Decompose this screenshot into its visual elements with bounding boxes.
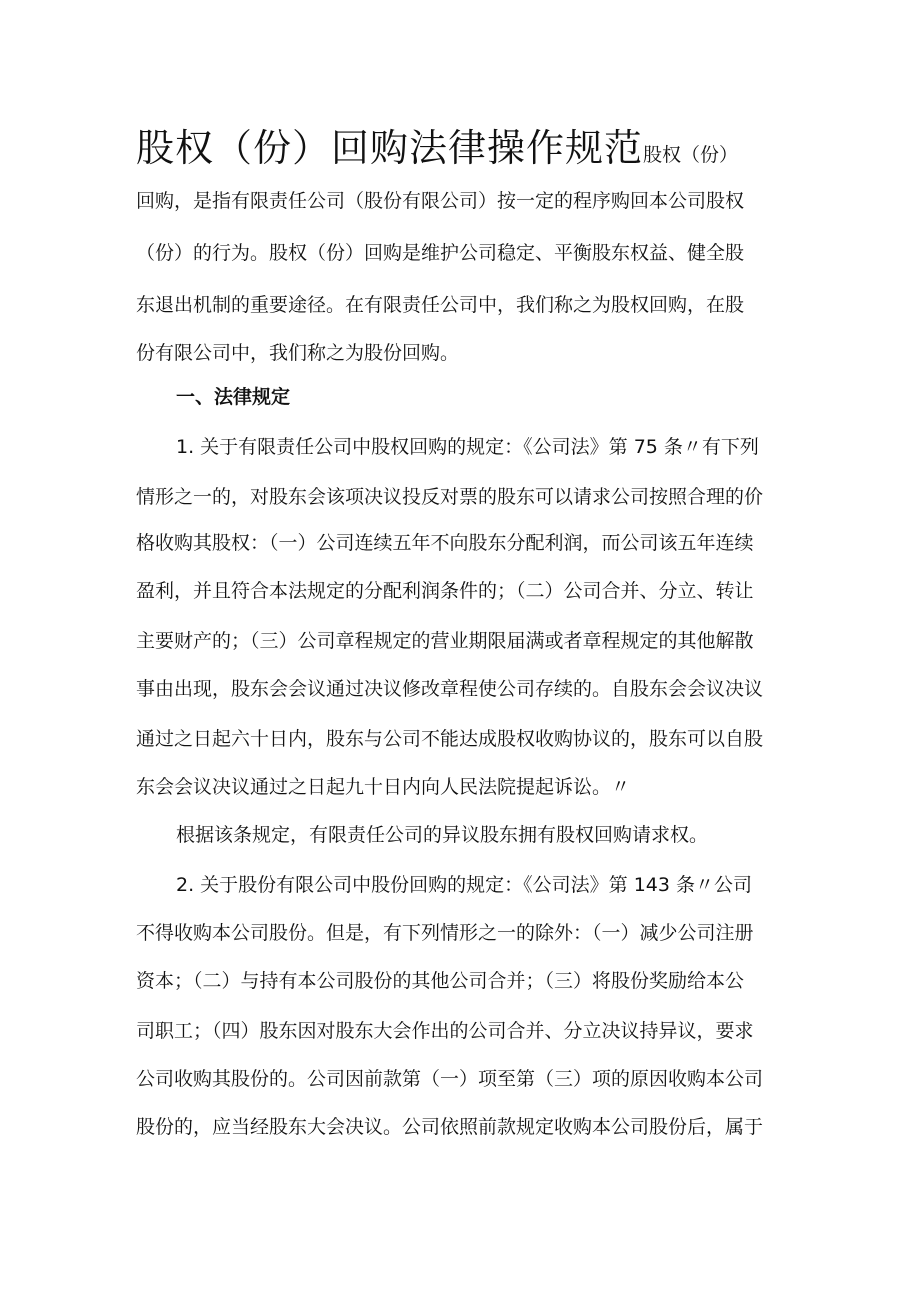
article2-line-2: 不得收购本公司股份。但是，有下列情形之一的除外：（一）减少公司注册: [136, 922, 754, 944]
article2-line-5: 公司收购其股份的。公司因前款第（一）项至第（三）项的原因收购本公司: [136, 1068, 764, 1090]
article1-line-6: 事由出现，股东会会议通过决议修改章程使公司存续的。自股东会会议决议: [136, 678, 764, 700]
article1-line-2: 情形之一的，对股东会该项决议投反对票的股东可以请求公司按照合理的价: [136, 486, 764, 508]
article1-line-3: 格收购其股权：（一）公司连续五年不向股东分配利润，而公司该五年连续: [136, 532, 754, 554]
article1-line-4: 盈利，并且符合本法规定的分配利润条件的；（二）公司合并、分立、转让: [136, 580, 754, 602]
section-heading: 一、法律规定: [176, 386, 291, 408]
article1-line-5: 主要财产的；（三）公司章程规定的营业期限届满或者章程规定的其他解散: [136, 630, 754, 652]
article2-line-1: 2. 关于股份有限公司中股份回购的规定：《公司法》第 143 条〃公司: [176, 874, 753, 896]
intro-line-4: 东退出机制的重要途径。在有限责任公司中，我们称之为股权回购，在股: [136, 294, 745, 316]
document-title: 股权（份）回购法律操作规范: [136, 126, 644, 170]
article1-note: 根据该条规定，有限责任公司的异议股东拥有股权回购请求权。: [176, 824, 709, 846]
intro-line-3: （份）的行为。股权（份）回购是维护公司稳定、平衡股东权益、健全股: [136, 242, 745, 264]
intro-line-1: 股权（份）: [643, 144, 739, 166]
article1-line-1: 1. 关于有限责任公司中股权回购的规定：《公司法》第 75 条〃有下列: [176, 436, 759, 458]
article1-line-8: 东会会议决议通过之日起九十日内向人民法院提起诉讼。〃: [136, 776, 631, 798]
intro-line-5: 份有限公司中，我们称之为股份回购。: [136, 342, 460, 364]
article1-line-7: 通过之日起六十日内，股东与公司不能达成股权收购协议的，股东可以自股: [136, 728, 764, 750]
intro-line-2: 回购，是指有限责任公司（股份有限公司）按一定的程序购回本公司股权: [136, 190, 745, 212]
article2-line-3: 资本；（二）与持有本公司股份的其他公司合并；（三）将股份奖励给本公: [136, 970, 745, 992]
title-line: [136, 124, 786, 180]
article2-line-4: 司职工；（四）股东因对股东大会作出的公司合并、分立决议持异议，要求: [136, 1020, 754, 1042]
article2-line-6: 股份的，应当经股东大会决议。公司依照前款规定收购本公司股份后，属于: [136, 1116, 764, 1138]
